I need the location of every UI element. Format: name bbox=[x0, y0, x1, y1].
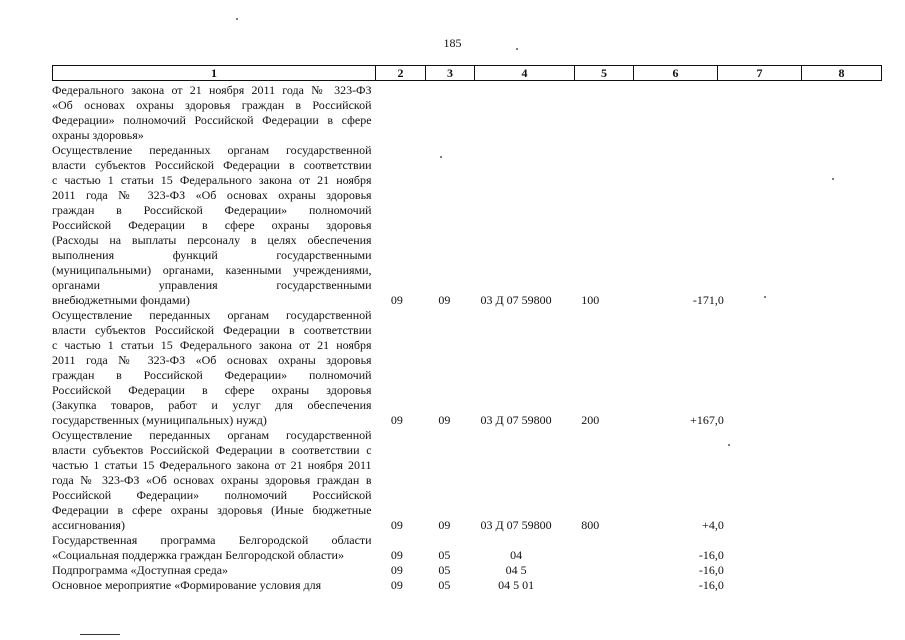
description-line: власти субъектов Российской Федерации в соответствии с bbox=[52, 443, 372, 457]
column-header-4: 4 bbox=[475, 66, 575, 81]
description-line: «Об основах охраны здоровья граждан в Российской bbox=[52, 98, 372, 112]
cell-c6: -16,0 bbox=[698, 563, 724, 577]
description-line: Осуществление переданных органам государственной bbox=[52, 143, 372, 157]
cell-c6: +4,0 bbox=[702, 518, 724, 532]
cell-c5: 800 bbox=[581, 518, 600, 532]
row-description bbox=[52, 308, 372, 428]
description-line: Государственная программа Белгородской области bbox=[52, 533, 372, 547]
description-line: «Социальная поддержка граждан Белгородской области» bbox=[52, 548, 344, 562]
cell-c5: 200 bbox=[581, 413, 600, 427]
table-row bbox=[52, 563, 853, 578]
column-header-5: 5 bbox=[575, 66, 634, 81]
bottom-rule bbox=[80, 634, 120, 635]
description-line: Федерации в сфере охраны здоровья (Иные бюджетные bbox=[52, 503, 372, 517]
cell-c6: -16,0 bbox=[698, 548, 724, 562]
scan-speck bbox=[440, 156, 442, 158]
description-line: внебюджетными фондами) bbox=[52, 293, 190, 307]
table-row bbox=[52, 578, 853, 593]
cell-c2: 09 bbox=[390, 548, 403, 562]
description-line: власти субъектов Российской Федерации в соответствии bbox=[52, 323, 372, 337]
description-line: органами управления государственными bbox=[52, 278, 372, 292]
description-line: граждан в Российской Федерации» полномочий bbox=[52, 368, 372, 382]
description-line: 2011 года № 323-ФЗ «Об основах охраны здоровья bbox=[52, 353, 372, 367]
cell-c6: -171,0 bbox=[692, 293, 724, 307]
cell-c3: 09 bbox=[438, 293, 451, 307]
description-line: 2011 года № 323-ФЗ «Об основах охраны здоровья bbox=[52, 188, 372, 202]
row-description bbox=[52, 533, 372, 563]
description-line: выполнения функций государственными bbox=[52, 248, 372, 262]
row-description bbox=[52, 83, 372, 143]
table-row bbox=[52, 143, 853, 308]
description-line: ассигнования) bbox=[52, 518, 125, 532]
description-line: частью 1 статьи 15 Федерального закона от 21 ноября 2011 bbox=[52, 458, 372, 472]
scan-speck bbox=[236, 18, 238, 20]
scan-speck bbox=[516, 48, 518, 50]
cell-c4: 03 Д 07 59800 bbox=[480, 293, 552, 307]
column-header-1: 1 bbox=[53, 66, 376, 81]
description-line: Российской Федерации в сфере охраны здоровья bbox=[52, 383, 372, 397]
description-line: (Закупка товаров, работ и услуг для обеспечения bbox=[52, 398, 372, 412]
cell-c3: 05 bbox=[438, 578, 451, 592]
row-description bbox=[52, 143, 372, 308]
description-line: (Расходы на выплаты персоналу в целях обеспечения bbox=[52, 233, 372, 247]
cell-c3: 05 bbox=[438, 548, 451, 562]
table-body bbox=[52, 83, 853, 593]
row-description bbox=[52, 428, 372, 533]
description-line: Федерального закона от 21 ноября 2011 года № 323-ФЗ bbox=[52, 83, 372, 97]
description-line: охраны здоровья» bbox=[52, 128, 144, 142]
row-description bbox=[52, 578, 372, 593]
description-line: с частью 1 статьи 15 Федерального закона от 21 ноября bbox=[52, 173, 372, 187]
row-description bbox=[52, 563, 372, 578]
column-header-8: 8 bbox=[802, 66, 882, 81]
page-number: 185 bbox=[443, 36, 462, 50]
column-header-3: 3 bbox=[426, 66, 475, 81]
description-line: (муниципальными) органами, казенными учреждениями, bbox=[52, 263, 372, 277]
cell-c4: 04 5 01 bbox=[498, 578, 535, 592]
description-line: граждан в Российской Федерации» полномочий bbox=[52, 203, 372, 217]
column-header-table bbox=[52, 65, 882, 81]
cell-c2: 09 bbox=[390, 293, 403, 307]
description-line: Российской Федерации» полномочий Российской bbox=[52, 488, 372, 502]
cell-c5: 100 bbox=[581, 293, 600, 307]
description-line: Подпрограмма «Доступная среда» bbox=[52, 563, 229, 577]
description-line: Российской Федерации в сфере охраны здоровья bbox=[52, 218, 372, 232]
cell-c6: +167,0 bbox=[690, 413, 724, 427]
column-header-7: 7 bbox=[718, 66, 802, 81]
cell-c2: 09 bbox=[390, 413, 403, 427]
table-row bbox=[52, 533, 853, 563]
cell-c4: 04 5 bbox=[505, 563, 527, 577]
table-row bbox=[52, 308, 853, 428]
scan-speck bbox=[764, 296, 766, 298]
description-line: Осуществление переданных органам государственной bbox=[52, 428, 372, 442]
table-row bbox=[52, 83, 853, 143]
description-line: Осуществление переданных органам государственной bbox=[52, 308, 372, 322]
scan-speck bbox=[832, 178, 834, 180]
cell-c4: 03 Д 07 59800 bbox=[480, 413, 552, 427]
cell-c2: 09 bbox=[390, 578, 403, 592]
cell-c3: 09 bbox=[438, 413, 451, 427]
scan-speck bbox=[728, 444, 730, 446]
description-line: власти субъектов Российской Федерации в соответствии bbox=[52, 158, 372, 172]
description-line: Основное мероприятие «Формирование условия для bbox=[52, 578, 322, 592]
description-line: с частью 1 статьи 15 Федерального закона от 21 ноября bbox=[52, 338, 372, 352]
cell-c3: 09 bbox=[438, 518, 451, 532]
description-line: года № 323-ФЗ «Об основах охраны здоровья граждан в bbox=[52, 473, 372, 487]
cell-c2: 09 bbox=[390, 518, 403, 532]
cell-c2: 09 bbox=[390, 563, 403, 577]
description-line: государственных (муниципальных) нужд) bbox=[52, 413, 267, 427]
cell-c4: 03 Д 07 59800 bbox=[480, 518, 552, 532]
cell-c4: 04 bbox=[510, 548, 523, 562]
cell-c6: -16,0 bbox=[698, 578, 724, 592]
description-line: Федерации» полномочий Российской Федерации в сфере bbox=[52, 113, 372, 127]
column-header-6: 6 bbox=[634, 66, 718, 81]
column-header-2: 2 bbox=[376, 66, 426, 81]
cell-c3: 05 bbox=[438, 563, 451, 577]
table-row bbox=[52, 428, 853, 533]
